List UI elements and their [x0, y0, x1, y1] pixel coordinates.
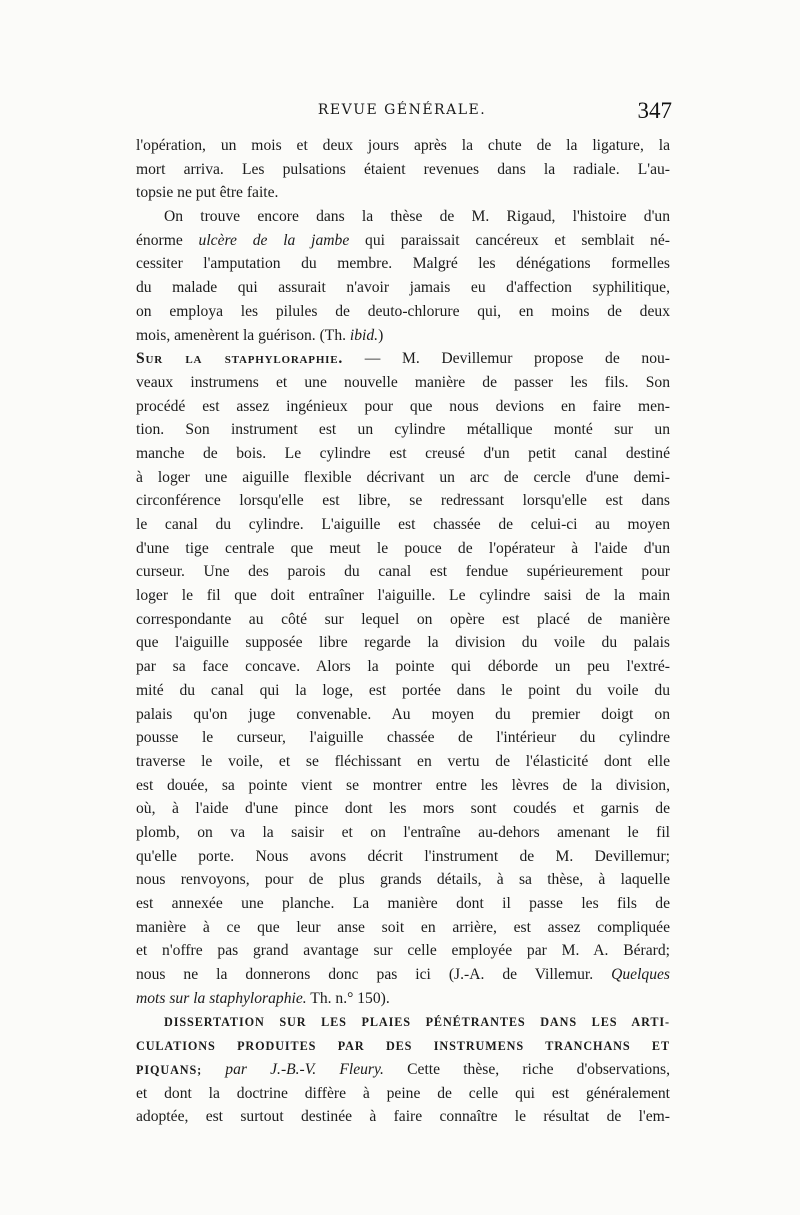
text-line: cessiter l'amputation du membre. Malgré les dénégations formelles [136, 255, 670, 273]
section-heading: DISSERTATION SUR LES PLAIES PÉNÉTRANTES DANS LES ARTI- [164, 1015, 670, 1030]
text-line: Sur la staphyloraphie. — M. Devillemur propose de nou- [136, 350, 670, 368]
text-line: correspondante au côté sur lequel on opère est placé de manière [136, 610, 670, 628]
text-line: l'opération, un mois et deux jours après la chute de la ligature, la [136, 137, 670, 154]
text-line: mots sur la staphyloraphie. Th. n.° 150). [136, 989, 390, 1007]
running-title: REVUE GÉNÉRALE. [317, 102, 487, 118]
text-line: traverse le voile, et se fléchissant en vertu de l'élasticité dont elle [136, 752, 670, 770]
text-line: le canal du cylindre. L'aiguille est chassée de celui-ci au moyen [136, 516, 670, 533]
text-line: où, à l'aide d'une pince dont les mors sont coudés et garnis de [136, 800, 670, 818]
italic-title: Quelques [611, 966, 670, 984]
text-line: mité du canal qui la loge, est portée dans le point du voile du [136, 681, 670, 699]
text-line: du malade qui assurait n'avoir jamais eu d'affection syphilitique, [136, 279, 670, 297]
text-line: topsie ne put être faite. [136, 184, 279, 202]
text-line: curseur. Une des parois du canal est fendue supérieurement pour [136, 563, 670, 581]
page-number: 347 [637, 98, 672, 123]
text-line: est douée, sa pointe vient se montrer entre les lèvres de la division, [136, 776, 670, 794]
text-line: qu'elle porte. Nous avons décrit l'instrument de M. Devillemur; [136, 847, 670, 865]
text-line: manche de bois. Le cylindre est creusé d'un petit canal destiné [136, 444, 670, 462]
text-line: procédé est assez ingénieux pour que nous devions en faire men- [136, 397, 670, 415]
text-line: et n'offre pas grand avantage sur celle employée par M. A. Bérard; [136, 942, 670, 960]
text-line: on employa les pilules de deuto-chlorure qui, en moins de deux [136, 302, 670, 320]
section-heading: PIQUANS; [136, 1062, 203, 1077]
page-header [132, 98, 672, 132]
text-line: adoptée, est surtout destinée à faire connaître le résultat de l'em- [136, 1108, 670, 1126]
text-line: loger le fil que doit entraîner l'aiguille. Le cylindre saisi de la main [136, 587, 670, 605]
text-line: d'une tige centrale que meut le pouce de l'opérateur à l'aide d'un [136, 539, 670, 557]
italic-title: mots sur la staphyloraphie. [136, 989, 307, 1007]
text-line: mort arriva. Les pulsations étaient revenues dans la radiale. L'au- [136, 160, 670, 178]
text-line: que l'aiguille supposée libre regarde la division du voile du palais [136, 634, 670, 652]
italic-term: ulcère de la jambe [198, 231, 350, 249]
text-line: plomb, on va la saisir et on l'entraîne au-dehors amenant le fil [136, 823, 670, 841]
text-line: nous renvoyons, pour de plus grands détails, à sa thèse, à laquelle [136, 871, 670, 889]
italic-term: ibid. [349, 326, 379, 344]
text-line: manière à ce que leur anse soit en arrière, est assez compliquée [136, 918, 670, 936]
text-line: veaux instrumens et une nouvelle manière de passer les fils. Son [136, 373, 670, 391]
text-line: et dont la doctrine diffère à peine de celle qui est généralement [136, 1084, 670, 1102]
text-line: est annexée une planche. La manière dont il passe les fils de [136, 895, 670, 912]
text-line [136, 1034, 670, 1058]
author-name: par J.-B.-V. Fleury. [202, 1060, 384, 1078]
text-line: palais qu'on juge convenable. Au moyen du premier doigt on [136, 705, 670, 723]
text-line: énorme ulcère de la jambe qui paraissait cancéreux et semblait né- [136, 231, 670, 249]
text-line: PIQUANS; par J.-B.-V. Fleury. Cette thèse, riche d'observations, [136, 1060, 670, 1078]
text-line: tion. Son instrument est un cylindre métallique monté sur un [136, 421, 670, 439]
section-heading: Sur la staphyloraphie. [136, 350, 344, 368]
text-line: circonférence lorsqu'elle est libre, se redressant lorsqu'elle est dans [136, 492, 670, 510]
text-line: mois, amenèrent la guérison. (Th. ibid.) [136, 326, 384, 344]
text-line: nous ne la donnerons donc pas ici (J.-A. de Villemur. Quelques [136, 966, 670, 984]
text-line: pousse le curseur, l'aiguille chassée de l'intérieur du cylindre [136, 729, 670, 747]
section-heading: CULATIONS PRODUITES PAR DES INSTRUMENS TRANCHANS ET [136, 1039, 670, 1054]
body-text [136, 134, 670, 1129]
text-line: On trouve encore dans la thèse de M. Rigaud, l'histoire d'un [164, 208, 670, 226]
text-line: par sa face concave. Alors la pointe qui déborde un peu l'extré- [136, 658, 670, 676]
text-line: à loger une aiguille flexible décrivant un arc de cercle d'une demi- [136, 468, 670, 486]
text-line [136, 1010, 670, 1034]
